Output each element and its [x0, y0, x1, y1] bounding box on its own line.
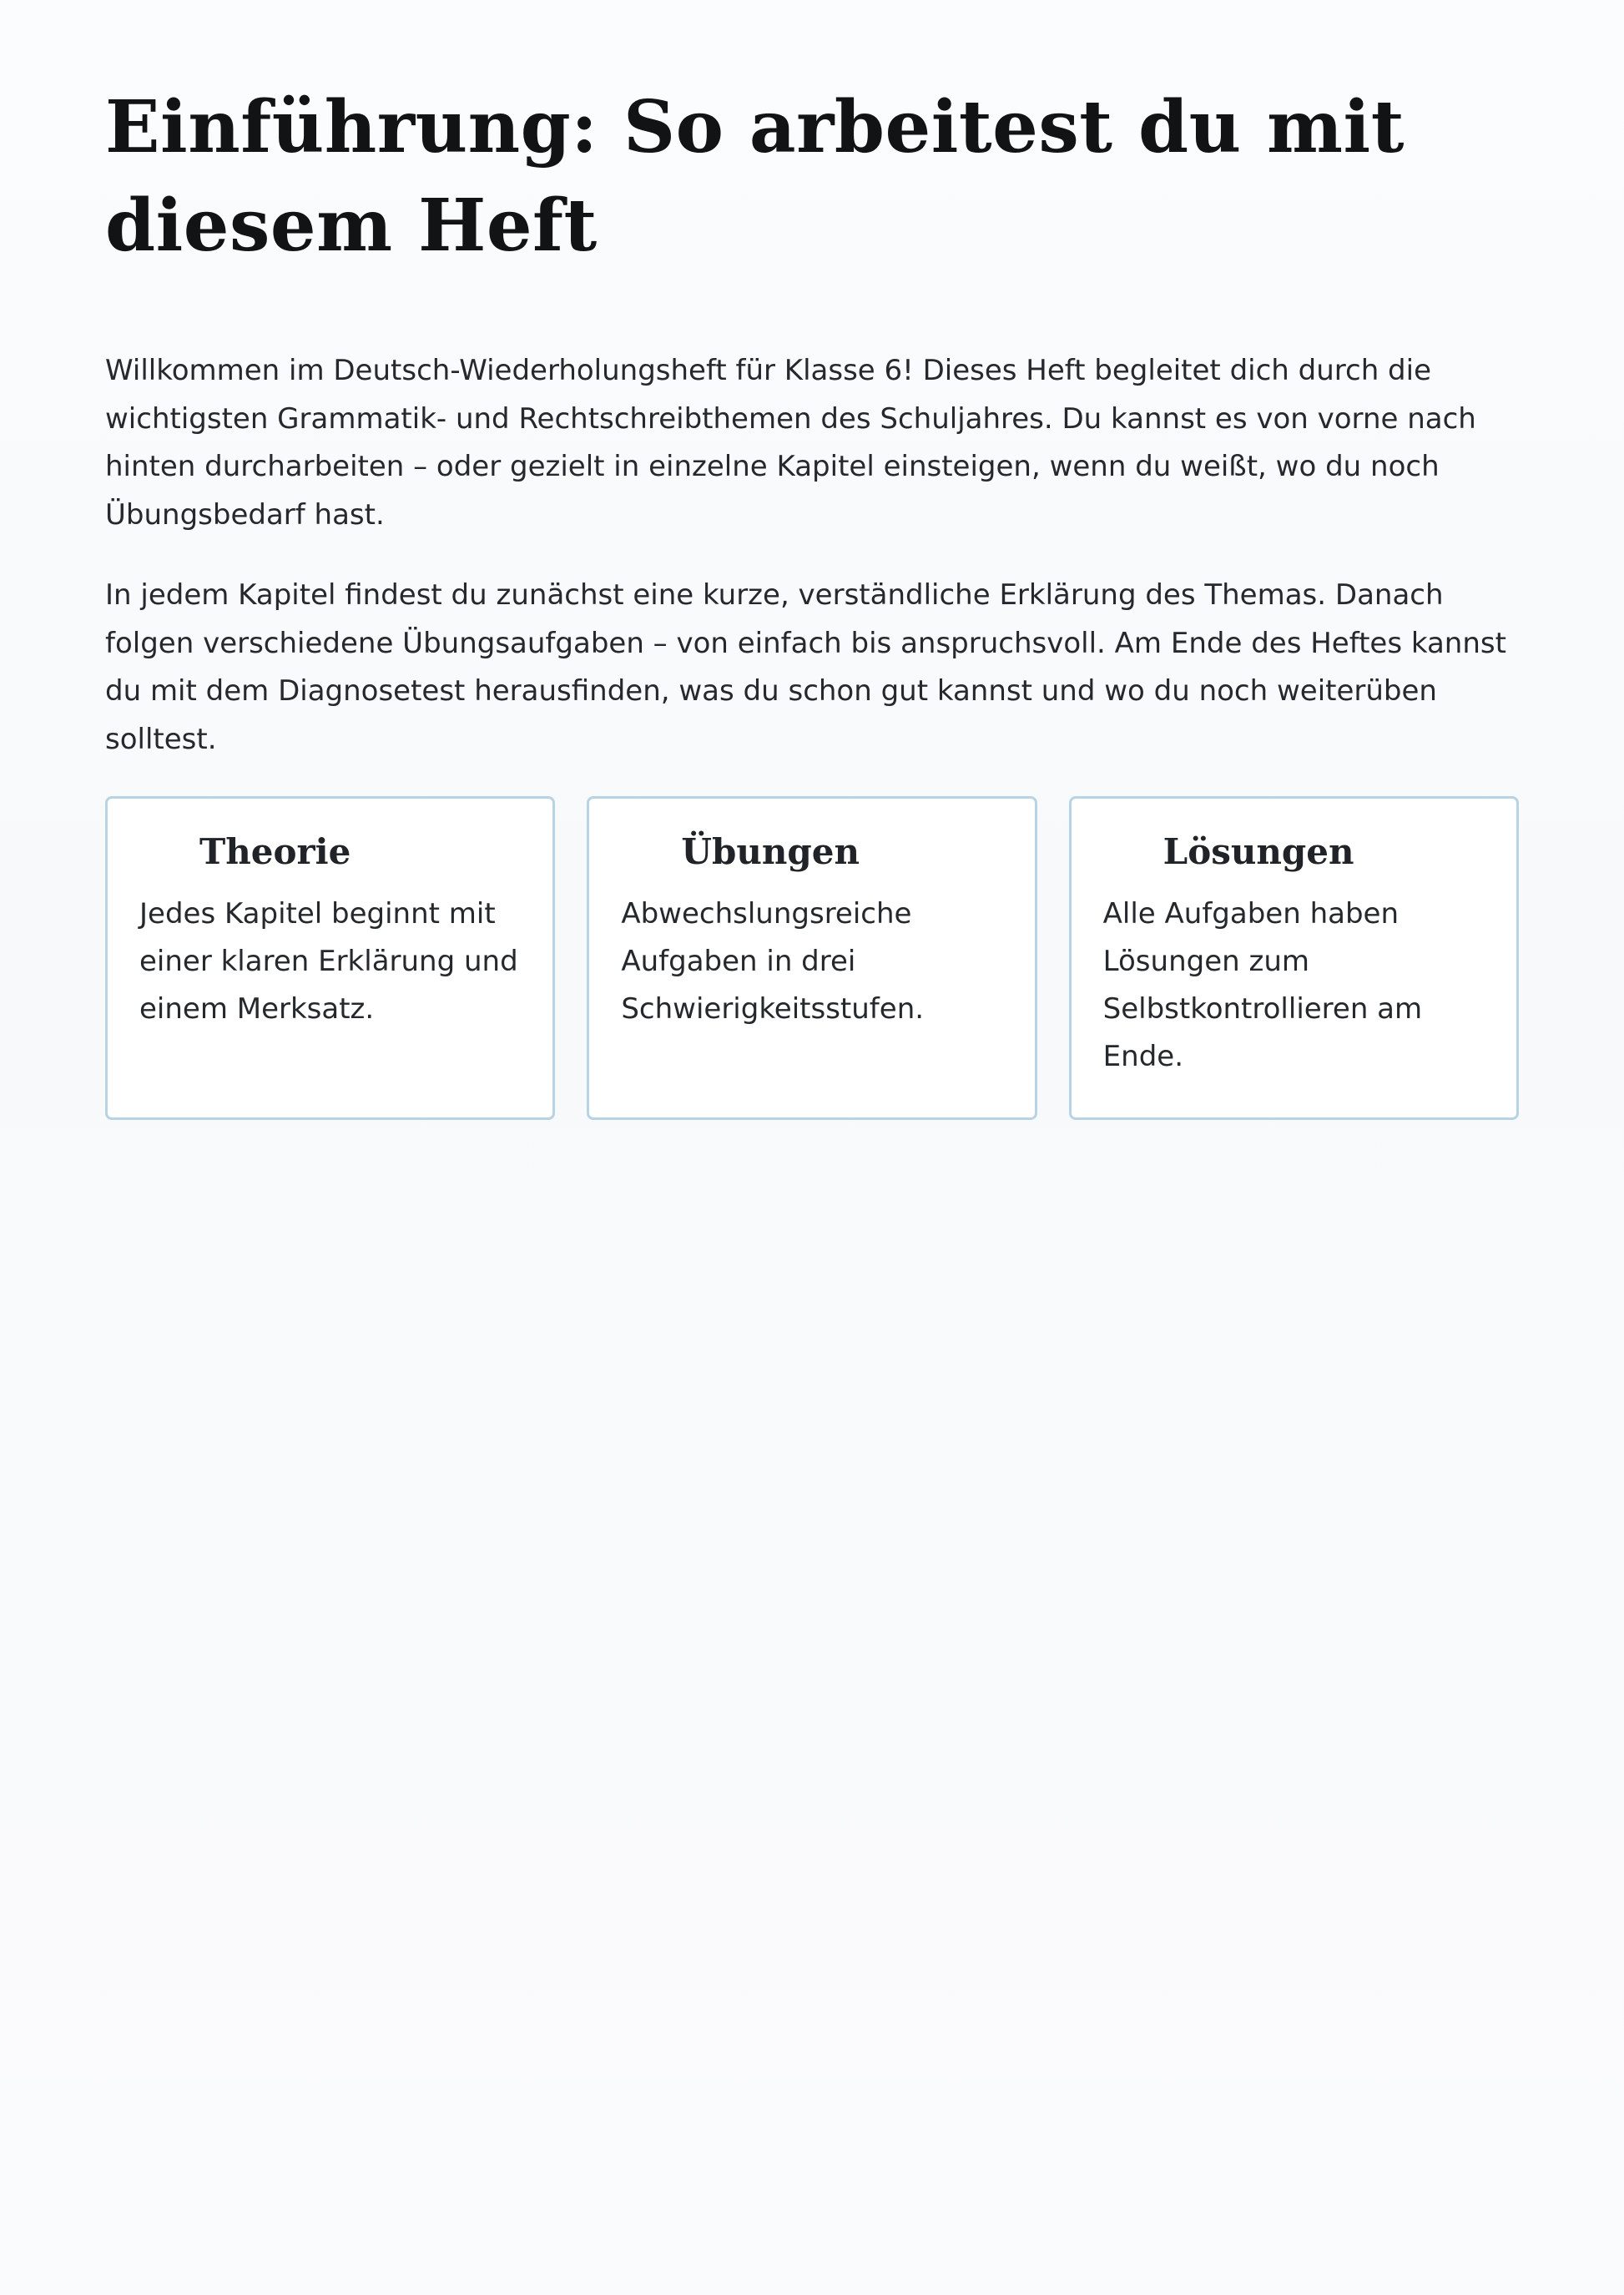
card-title: Lösungen	[1163, 831, 1354, 872]
card-title: Übungen	[681, 831, 860, 872]
card-loesungen	[1069, 796, 1519, 1120]
page-title: Einführung: So arbeitest du mit diesem Heft	[105, 85, 1405, 268]
chapter-structure-paragraph: In jedem Kapitel findest du zunächst eine kurze, verständliche Erklärung des Themas. Danach folgen verschiedene Übungsaufgaben – von einfach bis anspruchsvoll. Am Ende des Heftes kannst du mit dem Diagnosetest herausfinden, was du schon gut kannst und wo du noch weiterüben solltest.	[105, 578, 1506, 756]
card-text: Alle Aufgaben haben Lösungen zum Selbstkontrollieren am Ende.	[1102, 897, 1423, 1073]
card-uebungen	[587, 796, 1036, 1120]
card-text: Jedes Kapitel beginnt mit einer klaren Erklärung und einem Merksatz.	[139, 897, 518, 1026]
feature-cards	[105, 796, 1519, 1120]
card-text: Abwechslungsreiche Aufgaben in drei Schwierigkeitsstufen.	[621, 897, 925, 1026]
card-title: Theorie	[199, 831, 351, 872]
intro-paragraph: Willkommen im Deutsch-Wiederholungsheft für Klasse 6! Dieses Heft begleitet dich durch die wichtigsten Grammatik- und Rechtschreibthemen des Schuljahres. Du kannst es von vorne nach hinten durcharbeiten – oder gezielt in einzelne Kapitel einsteigen, wenn du weißt, wo du noch Übungsbedarf hast.	[105, 354, 1476, 532]
card-theorie	[105, 796, 555, 1120]
